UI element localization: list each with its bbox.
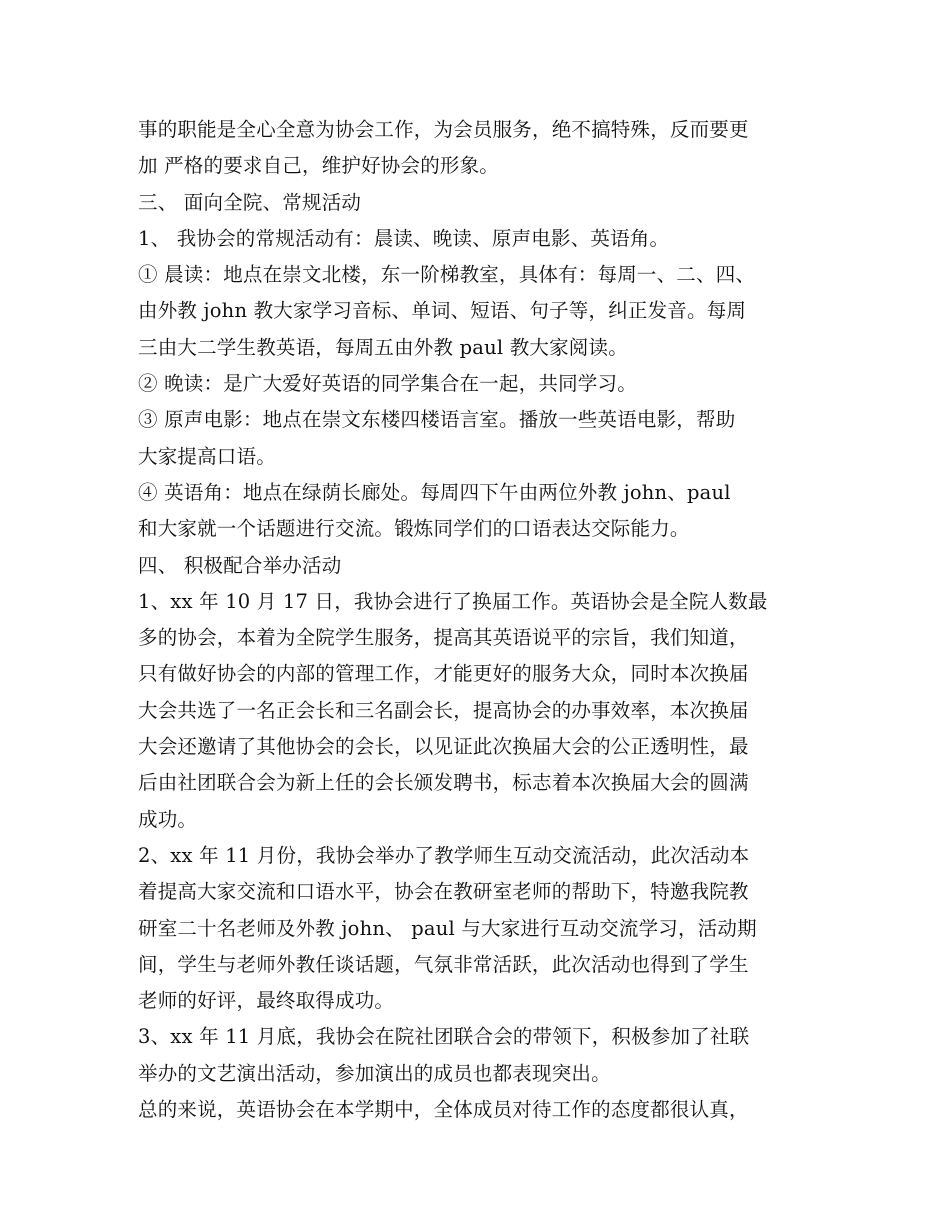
text-line: 只有做好协会的内部的管理工作，才能更好的服务大众，同时本次换届 [138, 662, 749, 686]
text-line: ① 晨读：地点在崇文北楼，东一阶梯教室，具体有：每周一、二、四、 [138, 263, 756, 287]
text-line: ② 晚读：是广大爱好英语的同学集合在一起，共同学习。 [138, 372, 637, 396]
document-body [138, 112, 828, 1128]
text-line: 加 严格的要求自己，维护好协会的形象。 [138, 154, 499, 178]
text-line: 大会还邀请了其他协会的会长，以见证此次换届大会的公正透明性，最 [138, 735, 749, 759]
text-line: 大会共选了一名正会长和三名副会长，提高协会的办事效率，本次换届 [138, 698, 749, 722]
text-line: 老师的好评，最终取得成功。 [138, 989, 395, 1013]
section-heading: 四、 积极配合举办活动 [138, 553, 342, 577]
text-line: 成功。 [138, 807, 198, 831]
text-line: 大家提高口语。 [138, 444, 276, 468]
text-line: 多的协会，本着为全院学生服务，提高其英语说平的宗旨，我们知道， [138, 626, 749, 650]
text-line: 2、xx 年 11 月份，我协会举办了教学师生互动交流活动，此次活动本 [138, 843, 750, 867]
text-line: 3、xx 年 11 月底，我协会在院社团联合会的带领下，积极参加了社联 [138, 1025, 750, 1049]
text-line: 1、xx 年 10 月 17 日，我协会进行了换届工作。英语协会是全院人数最 [138, 589, 768, 613]
text-line: ③ 原声电影：地点在崇文东楼四楼语言室。播放一些英语电影，帮助 [138, 408, 736, 432]
text-line: 间，学生与老师外教任谈话题，气氛非常活跃，此次活动也得到了学生 [138, 952, 749, 976]
section-heading: 三、 面向全院、常规活动 [138, 190, 362, 214]
text-line: 总的来说，英语协会在本学期中，全体成员对待工作的态度都很认真， [138, 1098, 749, 1122]
text-line: 研室二十名老师及外教 john、 paul 与大家进行互动交流学习，活动期 [138, 916, 757, 940]
text-line: 1、 我协会的常规活动有：晨读、晚读、原声电影、英语角。 [138, 226, 670, 250]
text-line: 举办的文艺演出活动，参加演出的成员也都表现突出。 [138, 1061, 611, 1085]
text-line: ④ 英语角：地点在绿荫长廊处。每周四下午由两位外教 john、paul [138, 480, 731, 504]
text-line: 后由社团联合会为新上任的会长颁发聘书，标志着本次换届大会的圆满 [138, 771, 749, 795]
text-line: 和大家就一个话题进行交流。锻炼同学们的口语表达交际能力。 [138, 517, 690, 541]
text-line: 着提高大家交流和口语水平，协会在教研室老师的帮助下，特邀我院教 [138, 880, 749, 904]
text-line: 三由大二学生教英语，每周五由外教 paul 教大家阅读。 [138, 335, 628, 359]
text-line: 事的职能是全心全意为协会工作，为会员服务，绝不搞特殊，反而要更 [138, 118, 749, 141]
text-line: 由外教 john 教大家学习音标、单词、短语、句子等，纠正发音。每周 [138, 299, 747, 323]
